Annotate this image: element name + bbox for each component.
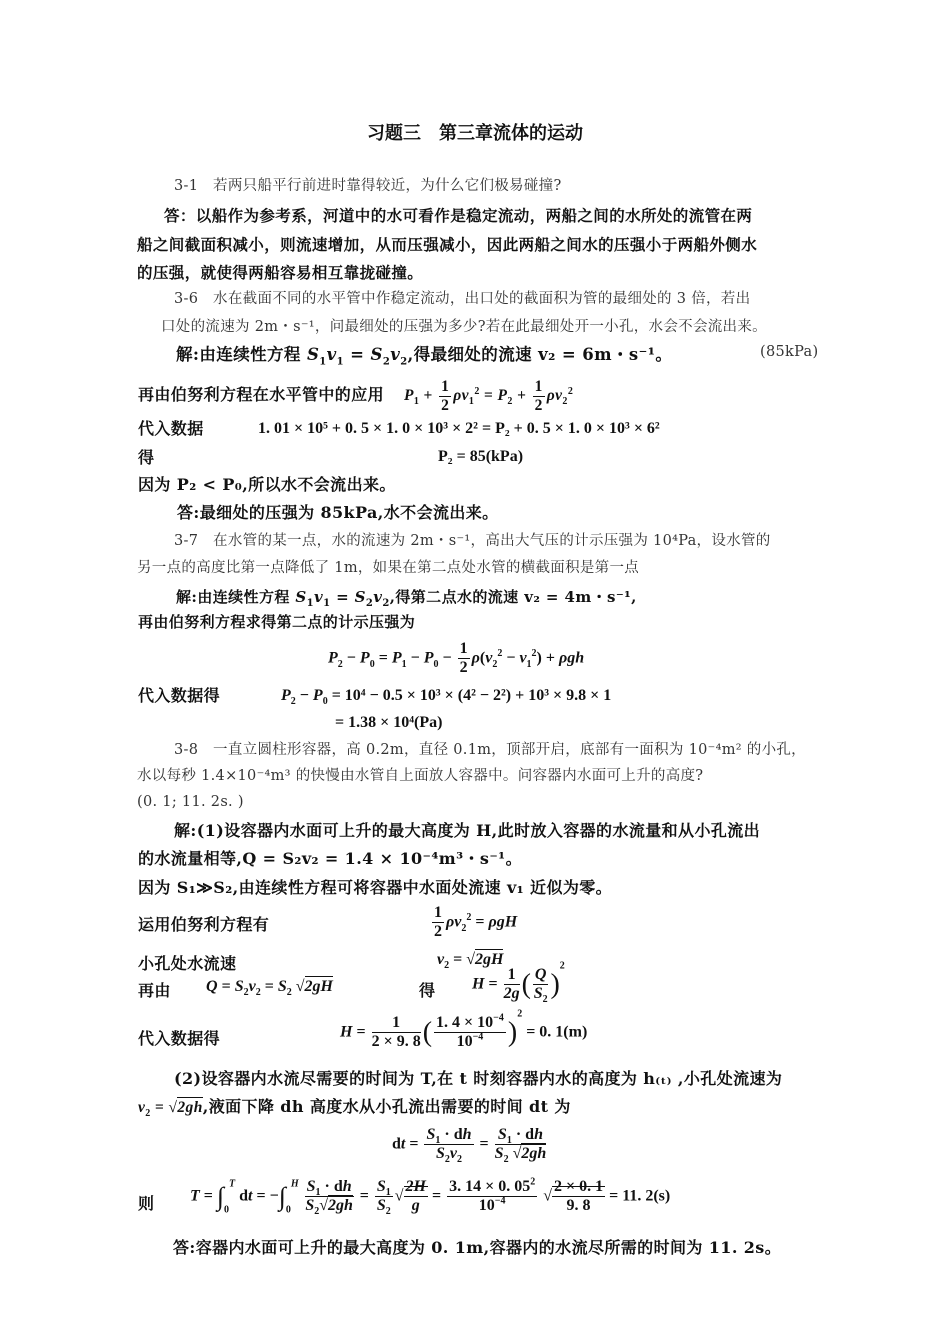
q37-result: = 1.38 × 10⁴(Pa) xyxy=(335,714,443,731)
q38-again-label: 再由 xyxy=(138,981,171,1000)
q31-question: 3-1 若两只船平行前进时靠得较近，为什么它们极易碰撞? xyxy=(174,178,562,194)
q38-substitute-label: 代入数据得 xyxy=(138,1029,221,1048)
q36-substitute-expression: 1. 01 × 10⁵ + 0. 5 × 1. 0 × 10³ × 2² = P₂ + 0. 5 × 1. 0 × 10³ × 6² xyxy=(258,420,660,437)
q38-question-line-1: 3-8 一直立圆柱形容器，高 0.2m，直径 0.1m，顶部开启，底部有一面积为 10⁻⁴m² 的小孔， xyxy=(174,742,806,758)
q37-solution-line-2: 再由伯努利方程求得第二点的计示压强为 xyxy=(138,613,416,631)
q38-dt-equation: dt = $\frac{S_1 \cdot dh}{S_2v_2}$ = $\frac{S_1 \cdot dh}{S_2 √2gh}$ xyxy=(392,1126,547,1166)
q37-question-line-1: 3-7 在水管的某一点，水的流速为 2m・s⁻¹，高出大气压的计示压强为 10⁴Pa，设水管的 xyxy=(174,533,771,549)
q38-answer: 答:容器内水面可上升的最大高度为 0. 1m,容器内的水流尽所需的时间为 11. 2s。 xyxy=(173,1238,782,1257)
q37-bernoulli-equation: $P_2 - P_0 = P_1 - P_0$ − $\frac{1}{2}$ $\rho(v_2^2 - v_1^2) + \rho gh$ xyxy=(328,640,585,677)
q38-question-line-3: (0. 1; 11. 2s. ) xyxy=(137,794,244,810)
q36-solution: 解:由连续性方程 $S_1v_1 = S_2v_2$,得最细处的流速 v₂ = 6m・s⁻¹。 xyxy=(176,345,673,368)
q38-speed-label: 小孔处水流速 xyxy=(138,954,237,973)
q36-bernoulli: 再由伯努利方程在水平管中的应用 $P_1$ + $\frac{1}{2}$ $\rho v_1^2 = P_2$ + $\frac{1}{2}$ $\rho v_2^2$ xyxy=(138,378,574,414)
q31-answer-line-1: 答：以船作为参考系，河道中的水可看作是稳定流动，两船之间的水所处的流管在两 xyxy=(164,206,753,225)
q38-get-label: 得 xyxy=(419,981,436,1000)
q36-substitute-label: 代入数据 xyxy=(138,419,204,438)
q38-then-label: 则 xyxy=(138,1194,155,1213)
q38-speed-equation: $v_2 = √2gH$ xyxy=(437,951,504,972)
q37-solution-line-1: 解:由连续性方程 $S_1v_1 = S_2v_2$,得第二点水的流速 v₂ = 4m・s⁻¹, xyxy=(176,588,637,609)
q38-question-line-2: 水以每秒 1.4×10⁻⁴m³ 的快慢由水管自上面放人容器中。问容器内水面可上升的高度? xyxy=(137,768,704,784)
q38-part2-line-1: (2)设容器内水流尽需要的时间为 T,在 t 时刻容器内水的高度为 h₍ₜ₎ ,小孔处流速为 xyxy=(174,1069,783,1088)
q36-question-line-2: 口处的流速为 2m・s⁻¹，问最细处的压强为多少?若在此最细处开一小孔，水会不会流出来。 xyxy=(161,319,767,335)
q37-question-line-2: 另一点的高度比第一点降低了 1m，如果在第二点处水管的横截面积是第一点 xyxy=(137,560,640,576)
q38-time-equation: $T = \int_0^T$ dt = $-\int_0^H$ $\frac{S_1 \cdot dh}{S_2√2gh}$ = $\frac{S_1}{S_2}$ √ $\frac{2H}{g}$ = $\frac{3. 14 \times 0. 05^2}{10^{-4}}$ √ $\frac{2 \times 0. 1}{9. 8}$ = 11. 2(s) xyxy=(190,1176,671,1218)
q36-question-line-1: 3-6 水在截面不同的水平管中作稳定流动，出口处的截面积为管的最细处的 3 倍，若出 xyxy=(174,291,751,307)
q36-because: 因为 P₂ < P₀,所以水不会流出来。 xyxy=(138,475,396,494)
q38-height-substitution: H = $\frac{1}{2 \times 9. 8}$ ( $\frac{1. 4 \times 10^{-4}}{10^{-4}}$ )$^2$ = 0. 1(m) xyxy=(340,1008,588,1051)
q31-answer-line-2: 船之间截面积减小，则流速增加，从而压强减小，因此两船之间水的压强小于两船外侧水 xyxy=(137,235,758,254)
page-title: 习题三 第三章流体的运动 xyxy=(367,123,583,144)
q37-substitute-label: 代入数据得 xyxy=(138,686,221,705)
q38-bernoulli-label: 运用伯努利方程有 xyxy=(138,915,270,934)
q38-height-formula: H = $\frac{1}{2g}$ ( $\frac{Q}{S_2}$ )$^2$ xyxy=(472,960,565,1006)
q36-result-label: 得 xyxy=(138,448,155,467)
q38-solution-line-2: 的水流量相等,Q = S₂v₂ = 1.4 × 10⁻⁴m³・s⁻¹。 xyxy=(138,849,522,868)
q38-solution-line-3: 因为 S₁≫S₂,由连续性方程可将容器中水面处流速 v₁ 近似为零。 xyxy=(138,878,613,897)
q36-answer: 答:最细处的压强为 85kPa,水不会流出来。 xyxy=(177,503,499,522)
q31-answer-line-3: 的压强，就使得两船容易相互靠拢碰撞。 xyxy=(137,263,424,282)
q38-solution-line-1: 解:(1)设容器内水面可上升的最大高度为 H,此时放入容器的水流量和从小孔流出 xyxy=(174,821,761,840)
q37-substitute-expression: $P_2 - P_0 = 10^4 - 0.5 \times 10^3 \times (4^2 - 2^2) + 10^3 \times 9.8 \times 1$ xyxy=(281,687,612,708)
q38-part2-line-2: $v_2 = √2gh$,液面下降 dh 高度水从小孔流出需要的时间 dt 为 xyxy=(138,1097,571,1120)
q36-result: P₂ = 85(kPa) xyxy=(438,448,524,465)
q38-flow-equation: $Q = S_2v_2 = S_2$ √2gH xyxy=(206,978,333,999)
q38-bernoulli-equation: $\frac{1}{2}$ $\rho v_2^2 = \rho gH$ xyxy=(434,904,518,941)
q36-note: (85kPa) xyxy=(760,344,819,360)
